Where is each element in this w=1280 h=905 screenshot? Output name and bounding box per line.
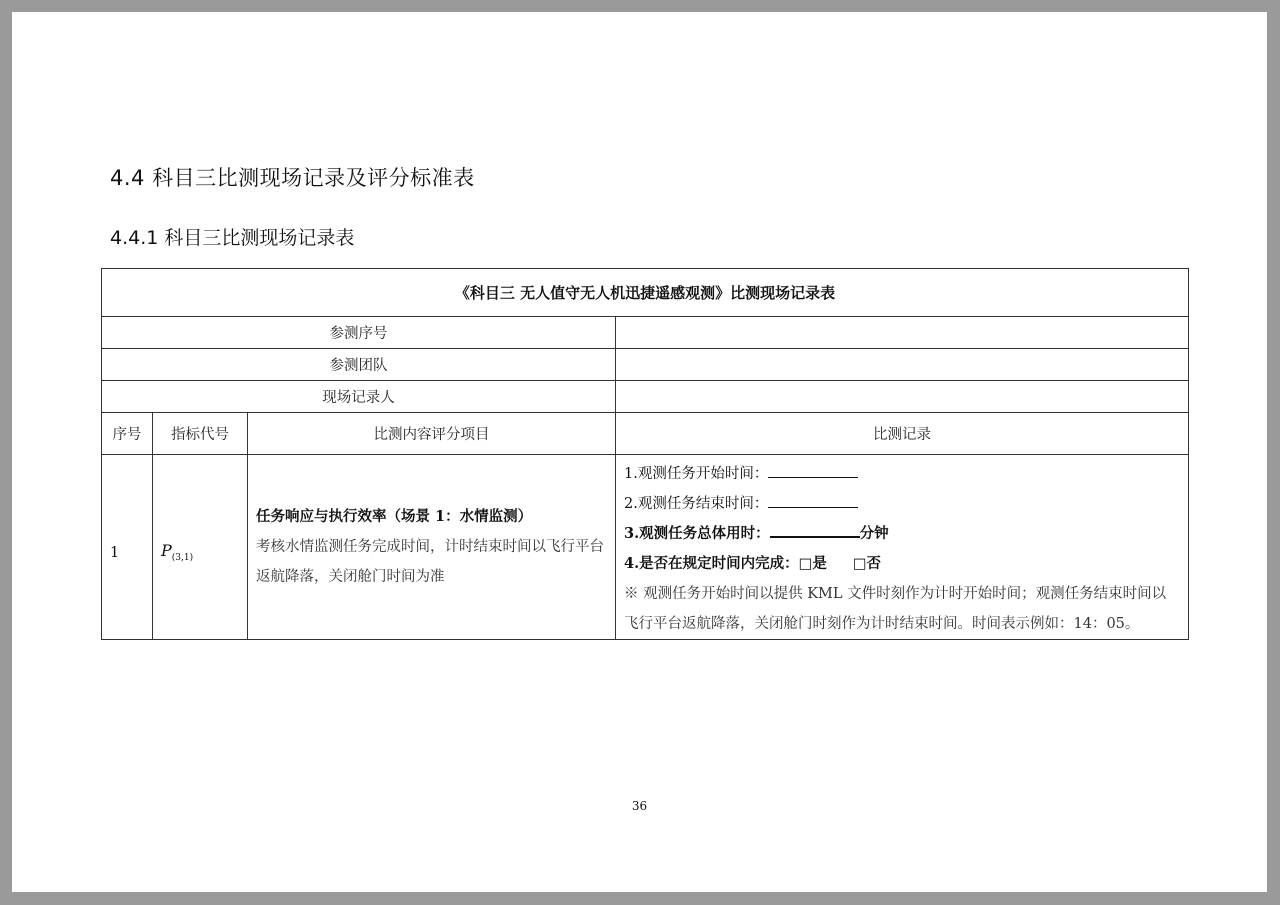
record-note: ※ 观测任务开始时间以提供 KML 文件时刻作为计时开始时间；观测任务结束时间以飞行平台返航降落，关闭舱门时刻作为计时结束时间。时间表示例如：14：05。 [624,586,1167,632]
meta-label-team: 参测团队 [102,349,616,381]
start-time-blank[interactable] [768,463,858,478]
header-content: 比测内容评分项目 [248,413,616,455]
record-line-end [624,489,1180,519]
record-total-label: 3.观测任务总体用时： [624,525,770,542]
record-line-completed [624,549,1180,579]
end-time-blank[interactable] [768,493,858,508]
record-completed-label: 4.是否在规定时间内完成： [624,555,799,572]
total-time-blank[interactable] [770,522,860,538]
option-yes-checkbox[interactable]: □是 [798,555,827,572]
meta-value-recorder[interactable] [616,381,1189,413]
meta-value-participant-no[interactable] [616,317,1189,349]
table-row [102,455,1189,640]
header-record: 比测记录 [616,413,1189,455]
option-no-checkbox[interactable]: □否 [852,555,882,572]
meta-value-team[interactable] [616,349,1189,381]
record-total-unit: 分钟 [859,525,889,542]
record-table [101,268,1189,640]
section-heading: 4.4 科目三比测现场记录及评分标准表 [110,166,475,190]
document-page [12,12,1267,892]
record-line-total [624,519,1180,549]
indicator-symbol: P [161,540,172,560]
row-indicator-code [153,455,248,640]
meta-label-participant-no: 参测序号 [102,317,616,349]
indicator-subscript: (3,1) [171,553,194,564]
header-seq: 序号 [102,413,153,455]
row-record [616,455,1189,640]
table-title: 《科目三 无人值守无人机迅捷遥感观测》比测现场记录表 [102,269,1189,317]
subsection-heading: 4.4.1 科目三比测现场记录表 [110,227,355,249]
record-end-label: 2.观测任务结束时间： [624,496,769,512]
row-content [248,455,616,640]
content-body: 考核水情监测任务完成时间，计时结束时间以飞行平台返航降落，关闭舱门时间为准 [256,539,604,585]
meta-label-recorder: 现场记录人 [102,381,616,413]
page-number: 36 [631,799,648,813]
header-code: 指标代号 [153,413,248,455]
content-title: 任务响应与执行效率（场景 1：水情监测） [256,508,533,525]
row-seq: 1 [102,455,153,640]
record-line-start [624,459,1180,489]
record-start-label: 1.观测任务开始时间： [624,466,769,482]
